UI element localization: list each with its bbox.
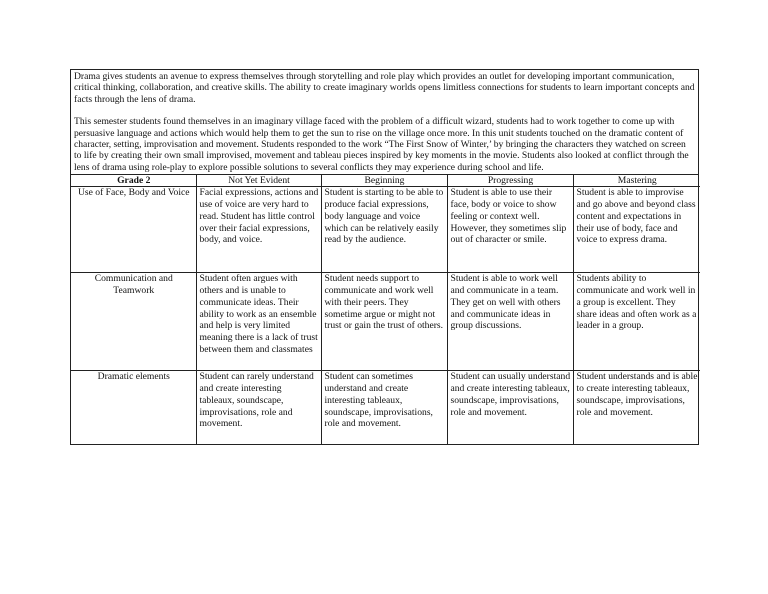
header-progressing: Progressing	[447, 175, 573, 187]
table-row	[71, 273, 700, 371]
rubric-document	[70, 69, 699, 445]
table-cell: Facial expressions, actions and use of voice are very hard to read. Student has little control over their facial expressions, body, and voice.	[196, 187, 321, 273]
header-mastering: Mastering	[573, 175, 700, 187]
intro-paragraph-1: Drama gives students an avenue to express themselves through storytelling and role play which provides an outlet for developing important communication, critical thinking, collaboration, and creative skills. The ability to create imaginary worlds opens limitless connections for students to learn important concepts and facts through the lens of drama.	[74, 71, 695, 105]
table-cell: Student is able to improvise and go above and beyond class content and expectations in their use of body, face and voice to express drama.	[573, 187, 700, 273]
header-beginning: Beginning	[321, 175, 447, 187]
table-row	[71, 371, 700, 445]
criterion-communication-teamwork: Communication and Teamwork	[71, 273, 196, 371]
header-grade: Grade 2	[71, 175, 196, 187]
rubric-table	[71, 175, 700, 444]
table-row	[71, 187, 700, 273]
intro-section	[71, 70, 698, 175]
intro-paragraph-2: This semester students found themselves in an imaginary village faced with the problem of a difficult wizard, students had to work together to come up with persuasive language and actions which would help them to get the sun to rise on the village once more. In this unit students touched on the dramatic content of character, setting, improvisation and movement. Students responded to the work “The First Snow of Winter,’ by bringing the characters they watched on screen to life by creating their own small improvised, movement and tableau pieces inspired by key moments in the movie. Students also looked at conflict through the lens of drama using role-play to explore possible solutions to several conflicts they may experience during school and life.	[74, 116, 689, 173]
criterion-dramatic-elements: Dramatic elements	[71, 371, 196, 445]
table-cell: Student can sometimes understand and create interesting tableaux, soundscape, improvisations, role and movement.	[321, 371, 447, 445]
table-cell: Student is starting to be able to produce facial expressions, body language and voice which can be relatively easily read by the audience.	[321, 187, 447, 273]
criterion-face-body-voice: Use of Face, Body and Voice	[71, 187, 196, 273]
table-cell: Student understands and is able to create interesting tableaux, soundscape, improvisations, role and movement.	[573, 371, 700, 445]
header-row	[71, 175, 700, 187]
header-not-yet-evident: Not Yet Evident	[196, 175, 321, 187]
table-cell: Student can rarely understand and create interesting tableaux, soundscape, improvisations, role and movement.	[196, 371, 321, 445]
table-cell: Student needs support to communicate and work well with their peers. They sometime argue or might not trust or gain the trust of others.	[321, 273, 447, 371]
table-cell: Student is able to work well and communicate in a team. They get on well with others and communicate ideas in group discussions.	[447, 273, 573, 371]
table-cell: Student often argues with others and is unable to communicate ideas. Their ability to work as an ensemble and help is very limited meaning there is a lack of trust between them and classmates	[196, 273, 321, 371]
table-cell: Student can usually understand and create interesting tableaux, soundscape, improvisations, role and movement.	[447, 371, 573, 445]
table-cell: Students ability to communicate and work well in a group is excellent. They share ideas and often work as a leader in a group.	[573, 273, 700, 371]
table-cell: Student is able to use their face, body or voice to show feeling or context well. However, they sometimes slip out of character or smile.	[447, 187, 573, 273]
